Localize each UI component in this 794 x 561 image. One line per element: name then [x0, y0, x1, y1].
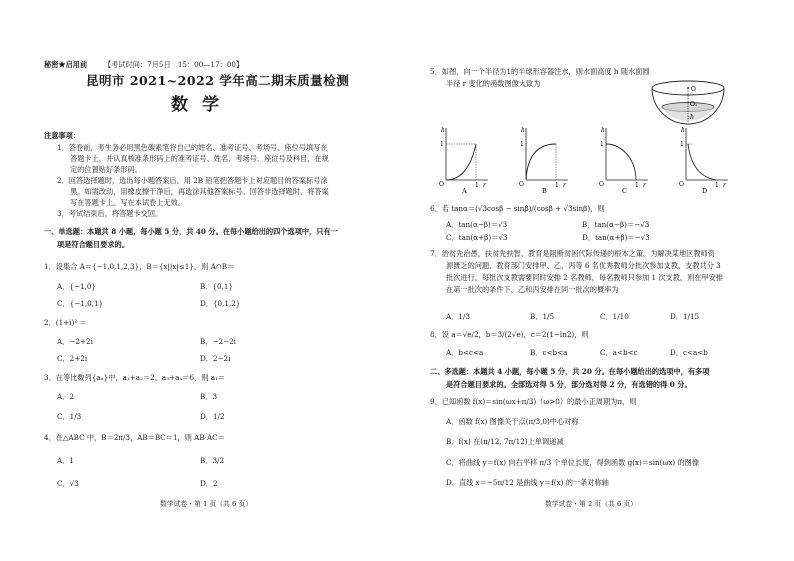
graph-label-d: D	[702, 187, 708, 194]
q3-option-d: D．1/2	[200, 412, 225, 421]
q6-option-d: D．tan(α+β)＝−√3	[582, 233, 650, 242]
secret-label: 秘密★启用前	[44, 60, 88, 69]
q6-stem: 6．若 tanα＝(√3cosβ − sinβ)/(cosβ + √3sinβ)，则	[430, 204, 605, 213]
graph-label-a: A	[462, 187, 467, 194]
q2-option-a: A．−2+2i	[57, 337, 93, 346]
notes-heading: 注意事项：	[44, 131, 80, 140]
q1-stem: 1．设集合 A＝{−1,0,1,2,3}，B＝{x||x|≤1}，则 A∩B＝	[44, 262, 235, 271]
axis-r: r	[483, 182, 486, 189]
graph-c	[599, 127, 648, 194]
q6-option-a: A．tan(α−β)＝√3	[446, 220, 508, 229]
q8-option-c: C．a<b<c	[600, 348, 638, 357]
axis-o: O	[599, 181, 604, 188]
q9-option-b: B．f(x) 在(π/12, 7π/12)上单调递减	[446, 437, 564, 446]
axis-h: h	[601, 127, 605, 134]
q6-option-c: C．tan(α+β)＝√3	[446, 233, 508, 242]
notes-line: 2．回答选择题时，选出每小题答案后，用 2B 铅笔把答题卡上对应题目的答案标号涂	[57, 176, 328, 185]
q5-graphs	[432, 124, 732, 194]
q9-option-d: D．直线 x＝−5π/12 是曲线 y＝f(x) 的一条对称轴	[446, 478, 609, 487]
axis-one-x: 1	[635, 182, 639, 189]
q7-option-a: A．1/3	[446, 312, 470, 321]
q7-line: 在第一批次的条件下，乙和丙安排在同一批次的概率为	[446, 285, 619, 294]
graph-label-c: C	[622, 187, 627, 194]
curve-a	[446, 144, 476, 180]
q7-option-b: B．1/5	[530, 312, 555, 321]
label-o1: O₁	[690, 101, 698, 108]
notes-line: 3．考试结束后，将答题卡交回。	[57, 209, 163, 218]
axis-r: r	[563, 182, 566, 189]
q9-stem: 9．已知函数 f(x)＝sin(ωx+π/3)（ω>0）的最小正周期为π，则	[430, 397, 637, 406]
q2-option-d: D．2−2i	[200, 354, 231, 363]
label-h: h	[690, 114, 694, 121]
q4-option-b: B．3/2	[200, 456, 225, 465]
section2-line1: 二、多选题：本题共 4 小题，每小题 5 分，共 20 分。在每小题给出的选项中，有多项	[430, 367, 710, 376]
q2-option-c: C．2+2i	[57, 354, 88, 363]
q8-stem: 8．设 a＝√e/2，b＝3/(2√e)，c＝2(1−ln2)，则	[430, 330, 589, 339]
footer-left: 数学试卷・第 1 页（共 6 页）	[160, 500, 253, 508]
q1-option-b: B．{0,1}	[200, 282, 234, 291]
subject-title: 数学	[171, 95, 233, 115]
axis-one-x: 1	[715, 182, 719, 189]
section1-line1: 一、单选题：本题共 8 小题，每小题 5 分，共 40 分。在每小题给出的四个选项中，只有一	[44, 227, 338, 236]
q7-line: 批次进行，每批次支教需要同时安排 2 名教师，每名教师只参加 1 次支教，则在甲安排	[446, 273, 724, 282]
q6-option-b: B．tan(α−β)＝−√3	[582, 220, 650, 229]
q3-option-b: B．3	[200, 392, 218, 401]
section1-line2: 项是符合题目要求的。	[57, 240, 129, 249]
q7-option-c: C．1/10	[600, 312, 629, 321]
q7-line: 7．治贫先治愚，扶贫先扶智，教育是阻断贫困代际传递的根本之策。为解决某地区教师资	[430, 249, 715, 258]
curve-c	[606, 144, 636, 180]
q1-option-c: C．{−1,0,1}	[57, 299, 104, 308]
section2-line2: 是符合题目要求的。全部选对得 5 分，部分选对得 2 分，有选错的得 0 分。	[446, 380, 692, 389]
q7-option-d: D．1/15	[670, 312, 700, 321]
axis-o: O	[519, 181, 524, 188]
q5-stem-line1: 5．如图，向一个半径为1的半球形容器注水，则水面高度 h 随水面圆	[430, 67, 650, 76]
q3-stem: 3．在等比数列{aₙ}中，a₁+a₂＝2，a₃+a₄＝6，则 a₁＝	[44, 373, 226, 382]
q8-option-a: A．b<c<a	[446, 348, 484, 357]
q8-option-b: B．c<b<a	[530, 348, 568, 357]
graph-a	[439, 127, 488, 194]
q8-option-d: D．c<a<b	[670, 348, 708, 357]
notes-line: 答题卡上，并认真核准条形码上的准考证号、姓名、考场号、座位号及科目，在规	[70, 154, 329, 163]
axis-one-x: 1	[475, 182, 479, 189]
notes-line: 写在答题卡上。写在本试卷上无效。	[70, 198, 186, 207]
q2-option-b: B．−2−2i	[200, 337, 236, 346]
axis-o: O	[679, 181, 684, 188]
graph-label-b: B	[542, 187, 547, 194]
axis-one-y: 1	[680, 141, 684, 148]
q3-option-a: A．2	[57, 392, 74, 401]
exam-title: 昆明市 2021~2022 学年高二期末质量检测	[86, 73, 350, 88]
q7-line: 源匮乏的问题，教育部门安排甲、乙、丙等 6 名优秀教师分批次参加支教，支教共分 3	[446, 261, 721, 270]
axis-one-y: 1	[520, 141, 524, 148]
axis-h: h	[521, 127, 525, 134]
q9-option-c: C．将曲线 y＝f(x) 向右平移 π/3 个单位长度，得到函数 g(x)＝sin(ωx) 的图像	[446, 458, 700, 467]
axis-one-y: 1	[440, 141, 444, 148]
q3-option-c: C．1/3	[57, 412, 82, 421]
q4-option-d: D．2	[200, 479, 218, 488]
q9-option-a: A．函数 f(x) 图像关于点(π/3,0)中心对称	[446, 417, 579, 426]
axis-one-y: 1	[600, 141, 604, 148]
graph-b	[519, 127, 568, 194]
axis-r: r	[723, 182, 726, 189]
curve-d	[688, 144, 716, 180]
axis-r: r	[643, 182, 646, 189]
q2-stem: 2．(1+i)² ＝	[44, 318, 87, 327]
axis-o: O	[439, 181, 444, 188]
curve-b	[526, 144, 556, 180]
q1-option-a: A．{−1,0}	[57, 282, 96, 291]
exam-time: 【考试时间：7月5日 15：00—17：00】	[104, 60, 244, 69]
footer-right: 数学试卷・第 2 页（共 6 页）	[545, 500, 638, 508]
label-o-top: O	[691, 86, 696, 93]
center-dot	[687, 87, 689, 89]
graph-d	[679, 127, 728, 194]
notes-line: 1．答卷前，考生务必用黑色碳素笔将自己的姓名、准考证号、考场号、座位号填写在	[57, 143, 328, 152]
q4-stem: 4．在△ABC 中，B＝2π/3，AB＝BC＝1，则 AB·AC＝	[44, 433, 225, 442]
axis-h: h	[441, 127, 445, 134]
q1-option-d: D．{0,1,2}	[200, 299, 241, 308]
axis-h: h	[681, 127, 685, 134]
notes-line: 黑。如需改动，用橡皮擦干净后，再选涂其他答案标号。回答非选择题时，将答案	[70, 187, 329, 196]
axis-one-x: 1	[555, 182, 559, 189]
q5-stem-line2: 半径 r 变化的函数图像大致为	[446, 79, 541, 88]
q4-option-c: C．√3	[57, 479, 79, 488]
notes-line: 定的位置贴好条形码。	[70, 165, 142, 174]
q4-option-a: A．1	[57, 456, 74, 465]
